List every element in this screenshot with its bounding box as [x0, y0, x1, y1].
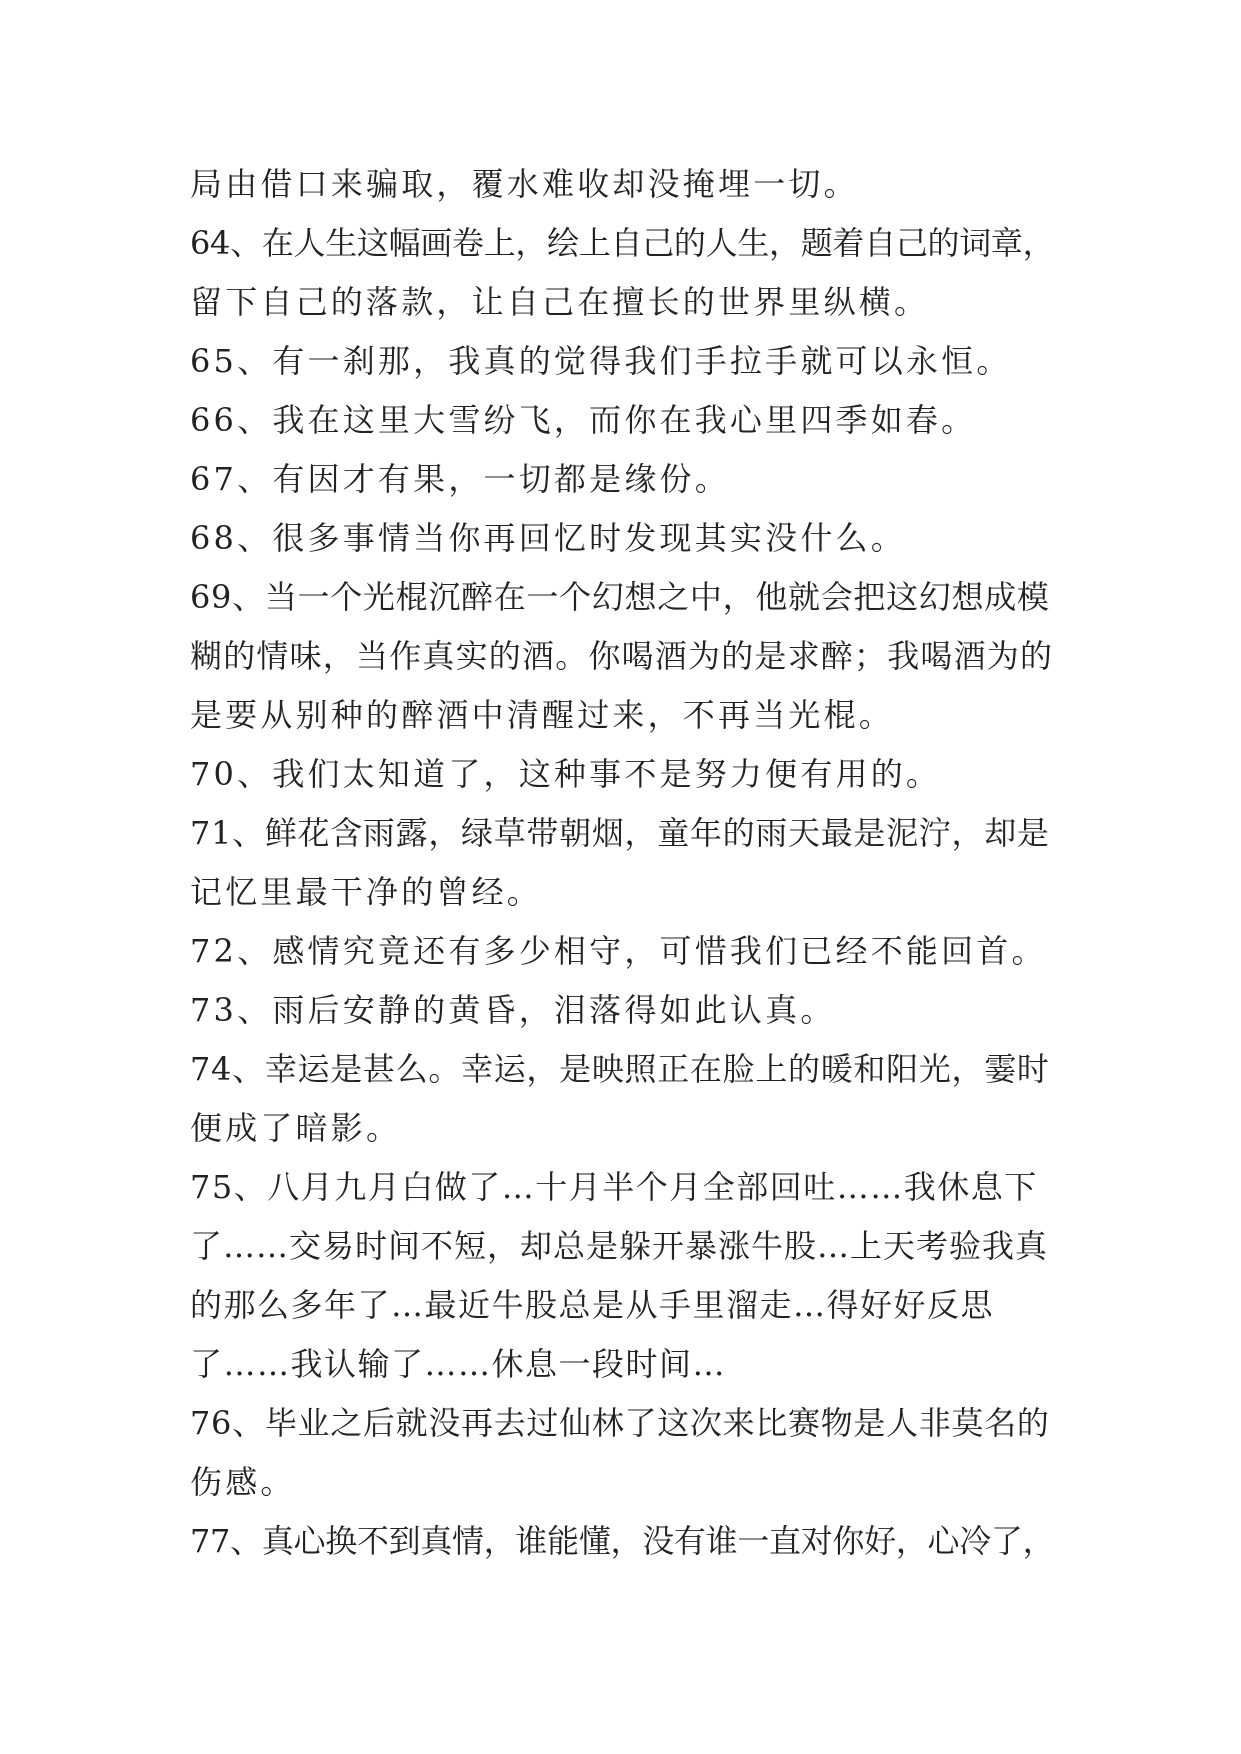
text-line: 糊的情味，当作真实的酒。你喝酒为的是求醉；我喝酒为的	[190, 637, 1054, 675]
text-line: 的那么多年了…最近牛股总是从手里溜走…得好好反思	[190, 1286, 995, 1324]
text-line: 75、八月九月白做了…十月半个月全部回吐……我休息下	[190, 1168, 1038, 1206]
text-line: 70、我们太知道了，这种事不是努力便有用的。	[190, 755, 942, 793]
text-line: 伤感。	[190, 1463, 296, 1501]
text-line: 局由借口来骗取，覆水难收却没掩埋一切。	[190, 165, 859, 203]
text-line: 69、当一个光棍沉醉在一个幻想之中，他就会把这幻想成模	[190, 578, 1050, 616]
text-line: 67、有因才有果，一切都是缘份。	[190, 460, 730, 498]
text-line: 77、真心换不到真情，谁能懂，没有谁一直对你好，心冷了，	[190, 1522, 1055, 1560]
text-line: 76、毕业之后就没再去过仙林了这次来比赛物是人非莫名的	[190, 1404, 1050, 1442]
text-line: 64、在人生这幅画卷上，绘上自己的人生，题着自己的词章，	[190, 224, 1055, 262]
text-line: 73、雨后安静的黄昏，泪落得如此认真。	[190, 991, 836, 1029]
text-line: 66、我在这里大雪纷飞，而你在我心里四季如春。	[190, 401, 977, 439]
body-text	[190, 155, 1060, 1571]
text-line: 便成了暗影。	[190, 1109, 402, 1147]
text-line: 72、感情究竟还有多少相守，可惜我们已经不能回首。	[190, 932, 1047, 970]
text-line: 了……交易时间不短，却总是躲开暴涨牛股…上天考验我真	[190, 1227, 1049, 1265]
text-line: 71、鲜花含雨露，绿草带朝烟，童年的雨天最是泥泞，却是	[190, 814, 1050, 852]
text-line: 了……我认输了……休息一段时间…	[190, 1345, 727, 1383]
text-line: 65、有一刹那，我真的觉得我们手拉手就可以永恒。	[190, 342, 1012, 380]
text-line: 74、幸运是甚么。幸运，是映照正在脸上的暖和阳光，霎时	[190, 1050, 1050, 1088]
text-line: 留下自己的落款，让自己在擅长的世界里纵横。	[190, 283, 930, 321]
text-line: 记忆里最干净的曾经。	[190, 873, 543, 911]
text-line: 是要从别种的醉酒中清醒过来，不再当光棍。	[190, 696, 895, 734]
text-line: 68、很多事情当你再回忆时发现其实没什么。	[190, 519, 906, 557]
